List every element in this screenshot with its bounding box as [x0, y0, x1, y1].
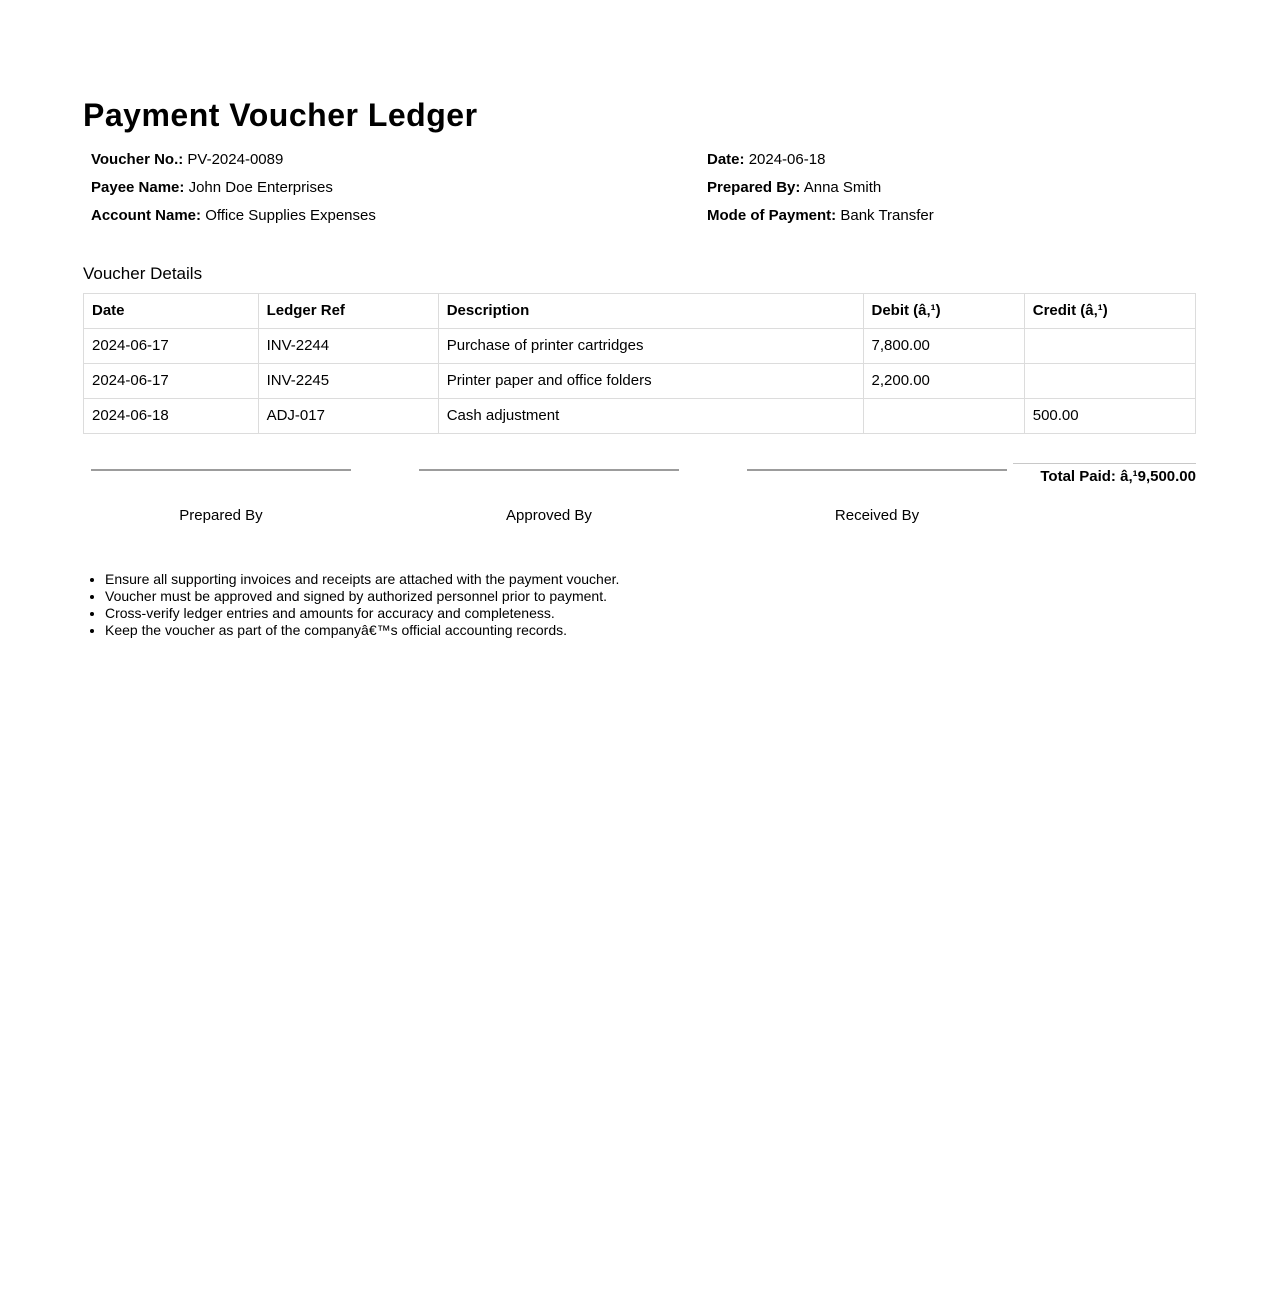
- meta-row: [83, 174, 1196, 202]
- table-row: [84, 364, 1196, 399]
- meta-payee-name: [91, 174, 707, 202]
- meta-label: Payee Name:: [91, 179, 185, 196]
- cell-credit: [1024, 329, 1195, 364]
- cell-date: 2024-06-17: [84, 364, 259, 399]
- signature-line: [747, 469, 1007, 471]
- notes-list: [83, 571, 1196, 639]
- meta-value: 2024-06-18: [748, 151, 826, 168]
- cell-date: 2024-06-17: [84, 329, 259, 364]
- cell-debit: 2,200.00: [863, 364, 1024, 399]
- signature-section: [83, 463, 1196, 525]
- cell-description: Cash adjustment: [438, 399, 863, 434]
- voucher-details-heading: Voucher Details: [83, 264, 203, 283]
- voucher-meta: [83, 146, 1196, 230]
- cell-credit: 500.00: [1024, 399, 1195, 434]
- signature-label: Prepared By: [179, 507, 263, 524]
- voucher-document: [83, 0, 1196, 639]
- meta-mode-of-payment: [707, 202, 934, 230]
- signature-line: [419, 469, 679, 471]
- table-row: [84, 329, 1196, 364]
- note-item: • Keep the voucher as part of the companyâ€™s official accounting records.: [105, 622, 1196, 639]
- cell-debit: 7,800.00: [863, 329, 1024, 364]
- signature-label: Approved By: [506, 507, 592, 524]
- meta-value: Office Supplies Expenses: [205, 207, 376, 224]
- signature-block-prepared-by: [91, 463, 351, 524]
- meta-voucher-no: [91, 146, 707, 174]
- cell-ledger-ref: INV-2244: [258, 329, 438, 364]
- page-title: Payment Voucher Ledger: [83, 97, 478, 133]
- column-header-ledger-ref: Ledger Ref: [258, 294, 438, 329]
- cell-description: Printer paper and office folders: [438, 364, 863, 399]
- meta-value: John Doe Enterprises: [188, 179, 333, 196]
- meta-prepared-by: [707, 174, 881, 202]
- column-header-debit: Debit (â‚¹): [863, 294, 1024, 329]
- cell-ledger-ref: INV-2245: [258, 364, 438, 399]
- signature-block-approved-by: [419, 463, 679, 524]
- signature-label: Received By: [834, 507, 920, 524]
- column-header-description: Description: [438, 294, 863, 329]
- meta-value: Bank Transfer: [840, 207, 934, 224]
- note-item: • Cross-verify ledger entries and amounts for accuracy and completeness.: [105, 605, 1196, 622]
- meta-label: Account Name:: [91, 207, 202, 224]
- table-row: [84, 399, 1196, 434]
- signature-line: [91, 469, 351, 471]
- meta-label: Date:: [707, 151, 745, 168]
- column-header-credit: Credit (â‚¹): [1024, 294, 1195, 329]
- meta-row: [83, 146, 1196, 174]
- meta-value: PV-2024-0089: [187, 151, 284, 168]
- meta-row: [83, 202, 1196, 230]
- signature-block-received-by: [747, 463, 1007, 524]
- note-item: • Ensure all supporting invoices and receipts are attached with the payment voucher.: [105, 571, 1196, 588]
- cell-credit: [1024, 364, 1195, 399]
- meta-value: Anna Smith: [803, 179, 882, 196]
- note-item: • Voucher must be approved and signed by authorized personnel prior to payment.: [105, 588, 1196, 605]
- cell-date: 2024-06-18: [84, 399, 259, 434]
- cell-debit: [863, 399, 1024, 434]
- table-header-row: [84, 294, 1196, 329]
- cell-ledger-ref: ADJ-017: [258, 399, 438, 434]
- meta-label: Voucher No.:: [91, 151, 184, 168]
- voucher-details-table: [83, 293, 1196, 434]
- total-paid: Total Paid: â‚¹9,500.00: [1013, 463, 1196, 485]
- meta-account-name: [91, 202, 707, 230]
- cell-description: Purchase of printer cartridges: [438, 329, 863, 364]
- meta-label: Mode of Payment:: [707, 207, 837, 224]
- column-header-date: Date: [84, 294, 259, 329]
- meta-date: [707, 146, 825, 174]
- meta-label: Prepared By:: [707, 179, 801, 196]
